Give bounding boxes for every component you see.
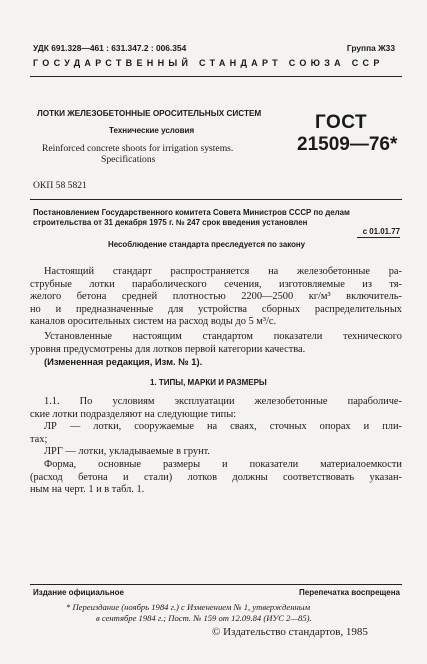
text-line: желого бетона средней плотностью 2200—2500 кг/м³ включитель- [30, 291, 402, 303]
effective-date-underline [357, 237, 400, 238]
udk-code: УДК 691.328—461 : 631.347.2 : 006.354 [33, 43, 187, 53]
text-line: Установленные настоящим стандартом показатели технического [44, 330, 402, 342]
text-line: ские лотки подразделяют на следующие типы: [30, 408, 237, 420]
document-title: ЛОТКИ ЖЕЛЕЗОБЕТОННЫЕ ОРОСИТЕЛЬНЫХ СИСТЕМ [37, 109, 262, 118]
text-line: ным на черт. 1 и в табл. 1. [30, 484, 145, 496]
decree-line2: строительства от 31 декабря 1975 г. № 247 срок введения установлен [33, 218, 308, 227]
text-line: ЛРГ — лотки, укладываемые в грунт. [44, 446, 211, 458]
reissue-note-line1: * Переиздание (ноябрь 1984 г.) с Изменением № 1, утвержденным [66, 602, 311, 612]
gost-number: 21509—76* [297, 134, 398, 155]
english-title-line1: Reinforced concrete shoots for irrigation systems. [42, 143, 234, 154]
text-line: уровня предусмотрены для лотков первой категории качества. [30, 343, 306, 355]
text-line: струбные лотки параболического сечения, изготовляемые из тя- [30, 278, 402, 290]
gost-label: ГОСТ [315, 112, 368, 133]
section-heading: 1. ТИПЫ, МАРКИ И РАЗМЕРЫ [150, 378, 267, 387]
amendment-note: (Измененная редакция, Изм. № 1). [44, 356, 203, 368]
reprint-notice: Перепечатка воспрещена [299, 588, 400, 597]
official-edition: Издание официальное [33, 588, 124, 597]
text-line: (расход бетона и стали) лотков должны соответствовать указан- [30, 471, 402, 483]
text-line: каналов оросительных систем на расход воды до 5 м³/с. [30, 316, 277, 328]
intro-paragraph [30, 266, 402, 369]
text-line: ЛР — лотки, сооружаемые на сваях, сточных опорах и пли- [44, 421, 402, 433]
divider-middle [30, 199, 402, 200]
english-title-line2: Specifications [101, 154, 156, 165]
section1-body [30, 396, 402, 497]
effective-date: с 01.01.77 [362, 227, 400, 236]
document-subtitle: Технические условия [109, 126, 195, 135]
text-line: 1.1. По условиям эксплуатации железобетонные параболиче- [44, 396, 402, 407]
reissue-note-line2: в сентябре 1984 г.; Пост. № 159 от 12.09.84 (ИУС 2—85). [96, 613, 312, 623]
text-line: но и предназначенные для устройства сборных распределительных [30, 303, 402, 315]
law-warning: Несоблюдение стандарта преследуется по закону [108, 240, 306, 249]
group-code: Группа Ж33 [346, 43, 395, 53]
divider-footer [30, 584, 402, 585]
text-line: Настоящий стандарт распространяется на железобетонные ра- [44, 266, 402, 277]
okp-code: ОКП 58 5821 [33, 180, 87, 191]
text-line: тах; [30, 433, 48, 445]
divider-top [30, 76, 402, 77]
decree-line1: Постановлением Государственного комитета Совета Министров СССР по делам [33, 208, 350, 217]
text-line: Форма, основные размеры и показатели материалоемкости [44, 458, 402, 470]
standard-banner: ГОСУДАРСТВЕННЫЙ СТАНДАРТ СОЮЗА ССР [33, 58, 384, 68]
copyright: © Издательство стандартов, 1985 [212, 626, 368, 638]
